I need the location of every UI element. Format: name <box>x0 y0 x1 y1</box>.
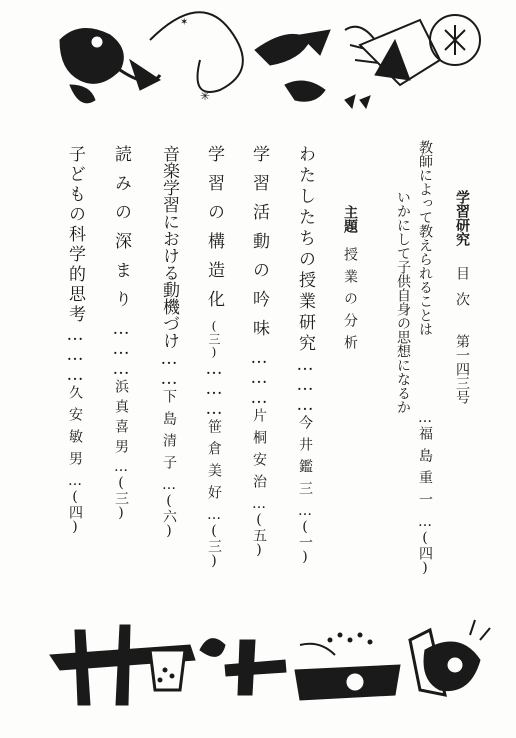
article-author: 片桐安治 <box>251 408 267 496</box>
theme <box>343 205 357 357</box>
article-subnumber: (三) <box>207 319 221 359</box>
contents-label: 目次 <box>454 266 470 318</box>
article-title: わたしたちの授業研究 <box>295 145 315 355</box>
article-title: 学習の構造化 <box>204 145 224 319</box>
article-author: 久安敏男 <box>67 385 83 473</box>
article-author: 浜真喜男 <box>113 379 129 459</box>
article-entry <box>296 145 313 565</box>
article-page: …(五) <box>251 496 267 558</box>
lead-article-author: 福島重一 <box>417 426 433 514</box>
leader-dots: ……… <box>65 325 85 385</box>
theme-text: 授業の分析 <box>342 247 358 357</box>
magazine-title: 学習研究 <box>454 190 470 246</box>
top-illustration <box>0 0 516 120</box>
article-title: 学習活動の吟味 <box>249 145 269 348</box>
leader-dots: … <box>417 410 433 426</box>
article-entry <box>250 145 267 558</box>
leader-dots: ……… <box>204 359 224 419</box>
article-entry <box>205 145 222 569</box>
article-page: …(三) <box>113 459 129 521</box>
magazine-header <box>455 190 469 404</box>
leader-dots: ……… <box>249 348 269 408</box>
article-author: 今井鑑三 <box>297 415 313 503</box>
issue-number: 第一四三号 <box>454 334 470 404</box>
theme-label: 主題 <box>342 205 358 233</box>
lead-article-page: …(四) <box>417 514 433 576</box>
bottom-illustration <box>0 610 516 720</box>
leader-dots: ……… <box>295 355 315 415</box>
article-title: 音楽学習における動機づけ <box>159 145 179 349</box>
leader-dots: …… <box>159 349 179 389</box>
article-entry <box>112 145 129 521</box>
article-entry <box>66 145 83 535</box>
article-page: …(六) <box>161 477 177 539</box>
svg-text:✶: ✶ <box>180 17 189 28</box>
leader-dots: ……… <box>111 319 131 379</box>
article-page: …(一) <box>297 503 313 565</box>
lead-article-title-line1: 教師によって教えられることは <box>417 140 433 336</box>
article-page: …(三) <box>206 507 222 569</box>
article-title: 子どもの科学的思考 <box>65 145 85 325</box>
article-title: 読みの深まり <box>111 145 131 319</box>
lead-article-title-line2: いかにして子供自身の思想になるか <box>395 190 411 414</box>
article-entry <box>160 145 177 539</box>
lead-article-byline <box>418 410 432 576</box>
article-page: …(四) <box>67 473 83 535</box>
article-author: 笹倉美好 <box>206 419 222 507</box>
article-author: 下島清子 <box>161 389 177 477</box>
svg-text:✳: ✳ <box>200 89 211 103</box>
